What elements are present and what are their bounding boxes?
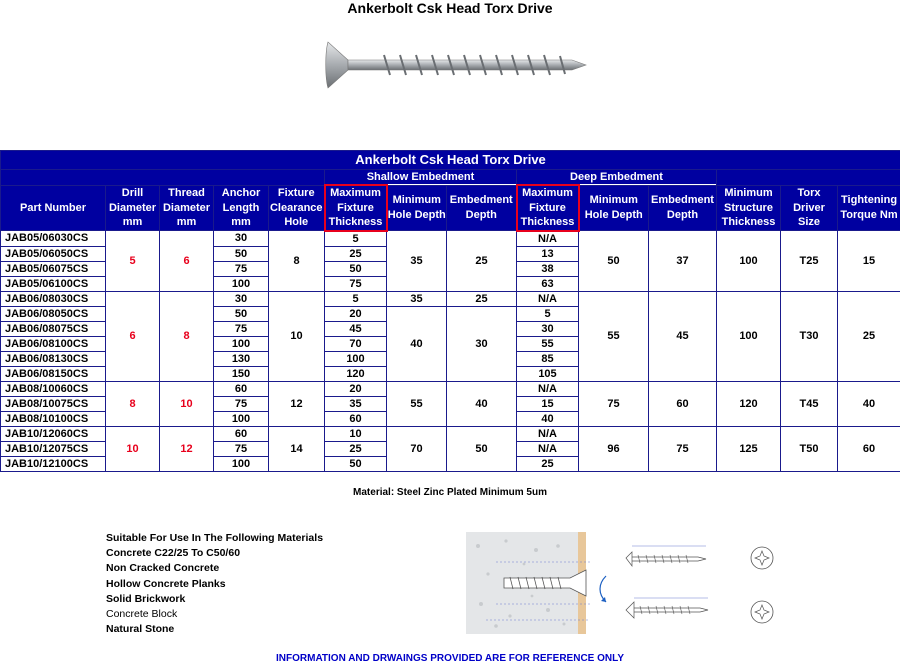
- deep-min-hole-cell: 55: [579, 291, 649, 381]
- part-number-cell: JAB08/10075CS: [1, 396, 106, 411]
- part-number-cell: JAB06/08100CS: [1, 336, 106, 351]
- col-shallow-min-hole: Minimum Hole Depth: [387, 185, 447, 231]
- shallow-max-fixture-cell: 25: [325, 246, 387, 261]
- anchor-length-cell: 75: [214, 441, 269, 456]
- installation-diagram: [466, 532, 784, 636]
- part-number-cell: JAB06/08130CS: [1, 351, 106, 366]
- shallow-embedment-cell: 40: [447, 381, 517, 426]
- tightening-torque-cell: 15: [838, 231, 900, 292]
- deep-max-fixture-cell: N/A: [517, 231, 579, 247]
- torx-driver-cell: T30: [781, 291, 838, 381]
- col-part-number: Part Number: [1, 185, 106, 231]
- part-number-cell: JAB05/06050CS: [1, 246, 106, 261]
- deep-max-fixture-cell: N/A: [517, 291, 579, 306]
- anchor-length-cell: 100: [214, 456, 269, 471]
- shallow-max-fixture-cell: 10: [325, 426, 387, 441]
- part-number-cell: JAB10/12100CS: [1, 456, 106, 471]
- thread-diameter-cell: 8: [160, 291, 214, 381]
- deep-embedment-header: Deep Embedment: [517, 170, 717, 186]
- col-shallow-max-fixture: Maximum Fixture Thickness: [325, 185, 387, 231]
- anchor-length-cell: 50: [214, 306, 269, 321]
- anchor-length-cell: 60: [214, 426, 269, 441]
- shallow-min-hole-cell: 35: [387, 291, 447, 306]
- deep-embedment-cell: 45: [649, 291, 717, 381]
- col-torx-driver: Torx Driver Size: [781, 185, 838, 231]
- min-structure-cell: 100: [717, 231, 781, 292]
- fixture-clearance-cell: 8: [269, 231, 325, 292]
- torx-driver-cell: T45: [781, 381, 838, 426]
- anchor-length-cell: 100: [214, 411, 269, 426]
- tightening-torque-cell: 60: [838, 426, 900, 471]
- suitable-item: Hollow Concrete Planks: [106, 577, 226, 590]
- part-number-cell: JAB06/08150CS: [1, 366, 106, 381]
- shallow-max-fixture-cell: 5: [325, 231, 387, 247]
- shallow-embedment-cell: 25: [447, 291, 517, 306]
- col-fixture-clearance: Fixture Clearance Hole: [269, 185, 325, 231]
- col-anchor-length: Anchor Length mm: [214, 185, 269, 231]
- deep-embedment-cell: 75: [649, 426, 717, 471]
- tightening-torque-cell: 40: [838, 381, 900, 426]
- drill-diameter-cell: 10: [106, 426, 160, 471]
- shallow-max-fixture-cell: 120: [325, 366, 387, 381]
- torx-driver-cell: T50: [781, 426, 838, 471]
- reference-disclaimer: INFORMATION AND DRWAINGS PROVIDED ARE FOR REFERENCE ONLY: [276, 653, 624, 664]
- deep-max-fixture-cell: N/A: [517, 426, 579, 441]
- col-deep-embedment: Embedment Depth: [649, 185, 717, 231]
- shallow-max-fixture-cell: 50: [325, 456, 387, 471]
- product-image: [322, 40, 590, 90]
- drill-diameter-cell: 8: [106, 381, 160, 426]
- part-number-cell: JAB10/12060CS: [1, 426, 106, 441]
- shallow-max-fixture-cell: 20: [325, 306, 387, 321]
- shallow-max-fixture-cell: 5: [325, 291, 387, 306]
- shallow-min-hole-cell: 40: [387, 306, 447, 381]
- deep-max-fixture-cell: 5: [517, 306, 579, 321]
- min-structure-cell: 125: [717, 426, 781, 471]
- part-number-cell: JAB06/08075CS: [1, 321, 106, 336]
- part-number-cell: JAB08/10100CS: [1, 411, 106, 426]
- shallow-embedment-cell: 50: [447, 426, 517, 471]
- shallow-embedment-cell: 30: [447, 306, 517, 381]
- suitable-materials: [106, 531, 323, 637]
- deep-max-fixture-cell: N/A: [517, 381, 579, 396]
- drill-diameter-cell: 5: [106, 231, 160, 292]
- thread-diameter-cell: 6: [160, 231, 214, 292]
- anchor-length-cell: 60: [214, 381, 269, 396]
- part-number-cell: JAB05/06075CS: [1, 261, 106, 276]
- header-spacer: [717, 170, 900, 186]
- deep-min-hole-cell: 75: [579, 381, 649, 426]
- table-row: [1, 231, 900, 247]
- suitable-heading: Suitable For Use In The Following Materials: [106, 532, 324, 544]
- col-min-structure: Minimum Structure Thickness: [717, 185, 781, 231]
- deep-max-fixture-cell: 105: [517, 366, 579, 381]
- part-number-cell: JAB06/08030CS: [1, 291, 106, 306]
- part-number-cell: JAB08/10060CS: [1, 381, 106, 396]
- deep-embedment-cell: 60: [649, 381, 717, 426]
- shallow-max-fixture-cell: 25: [325, 441, 387, 456]
- deep-max-fixture-cell: 40: [517, 411, 579, 426]
- header-spacer: [1, 170, 325, 186]
- anchor-length-cell: 50: [214, 246, 269, 261]
- thread-diameter-cell: 10: [160, 381, 214, 426]
- suitable-item: Natural Stone: [106, 623, 175, 636]
- shallow-max-fixture-cell: 100: [325, 351, 387, 366]
- deep-embedment-cell: 37: [649, 231, 717, 292]
- shallow-min-hole-cell: 35: [387, 231, 447, 292]
- shallow-max-fixture-cell: 70: [325, 336, 387, 351]
- shallow-min-hole-cell: 55: [387, 381, 447, 426]
- fixture-clearance-cell: 10: [269, 291, 325, 381]
- thread-diameter-cell: 12: [160, 426, 214, 471]
- deep-max-fixture-cell: 38: [517, 261, 579, 276]
- col-tightening-torque: Tightening Torque Nm: [838, 185, 900, 231]
- suitable-item: Concrete Block: [106, 608, 178, 621]
- col-shallow-embedment: Embedment Depth: [447, 185, 517, 231]
- deep-max-fixture-cell: 30: [517, 321, 579, 336]
- torx-driver-cell: T25: [781, 231, 838, 292]
- col-deep-min-hole: Minimum Hole Depth: [579, 185, 649, 231]
- material-note: Material: Steel Zinc Plated Minimum 5um: [353, 487, 547, 498]
- min-structure-cell: 120: [717, 381, 781, 426]
- table-row: [1, 381, 900, 396]
- shallow-max-fixture-cell: 20: [325, 381, 387, 396]
- anchor-length-cell: 75: [214, 396, 269, 411]
- col-deep-max-fixture: Maximum Fixture Thickness: [517, 185, 579, 231]
- drill-diameter-cell: 6: [106, 291, 160, 381]
- anchor-length-cell: 75: [214, 261, 269, 276]
- table-row: [1, 426, 900, 441]
- deep-max-fixture-cell: N/A: [517, 441, 579, 456]
- deep-max-fixture-cell: 25: [517, 456, 579, 471]
- suitable-item: Solid Brickwork: [106, 592, 186, 605]
- fixture-clearance-cell: 12: [269, 381, 325, 426]
- part-number-cell: JAB10/12075CS: [1, 441, 106, 456]
- col-thread-diameter: Thread Diameter mm: [160, 185, 214, 231]
- anchor-length-cell: 100: [214, 336, 269, 351]
- part-number-cell: JAB05/06100CS: [1, 276, 106, 291]
- shallow-max-fixture-cell: 45: [325, 321, 387, 336]
- deep-max-fixture-cell: 55: [517, 336, 579, 351]
- page-title: Ankerbolt Csk Head Torx Drive: [347, 0, 553, 16]
- anchor-length-cell: 130: [214, 351, 269, 366]
- shallow-embedment-cell: 25: [447, 231, 517, 292]
- shallow-max-fixture-cell: 35: [325, 396, 387, 411]
- part-number-cell: JAB06/08050CS: [1, 306, 106, 321]
- part-number-cell: JAB05/06030CS: [1, 231, 106, 247]
- shallow-min-hole-cell: 70: [387, 426, 447, 471]
- anchor-length-cell: 30: [214, 231, 269, 247]
- deep-min-hole-cell: 96: [579, 426, 649, 471]
- suitable-item: Non Cracked Concrete: [106, 562, 220, 575]
- deep-max-fixture-cell: 63: [517, 276, 579, 291]
- fixture-clearance-cell: 14: [269, 426, 325, 471]
- anchor-length-cell: 75: [214, 321, 269, 336]
- shallow-max-fixture-cell: 50: [325, 261, 387, 276]
- tightening-torque-cell: 25: [838, 291, 900, 381]
- suitable-item: Concrete C22/25 To C50/60: [106, 547, 241, 560]
- deep-max-fixture-cell: 85: [517, 351, 579, 366]
- table-title: Ankerbolt Csk Head Torx Drive: [1, 151, 900, 170]
- anchor-length-cell: 100: [214, 276, 269, 291]
- shallow-embedment-header: Shallow Embedment: [325, 170, 517, 186]
- deep-max-fixture-cell: 13: [517, 246, 579, 261]
- table-row: [1, 291, 900, 306]
- deep-min-hole-cell: 50: [579, 231, 649, 292]
- shallow-max-fixture-cell: 75: [325, 276, 387, 291]
- col-drill-diameter: Drill Diameter mm: [106, 185, 160, 231]
- anchor-length-cell: 30: [214, 291, 269, 306]
- spec-table: [0, 150, 900, 472]
- anchor-length-cell: 150: [214, 366, 269, 381]
- min-structure-cell: 100: [717, 291, 781, 381]
- shallow-max-fixture-cell: 60: [325, 411, 387, 426]
- deep-max-fixture-cell: 15: [517, 396, 579, 411]
